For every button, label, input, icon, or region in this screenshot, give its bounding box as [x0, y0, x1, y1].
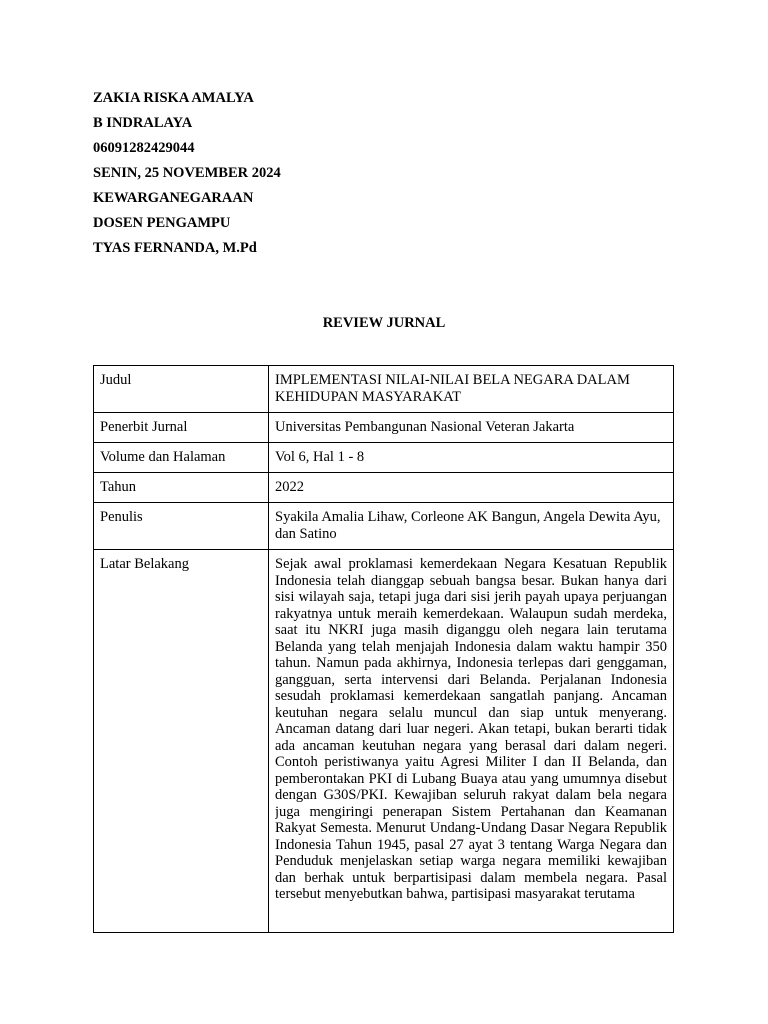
course-name: KEWARGANEGARAAN: [93, 190, 254, 206]
table-row: [94, 550, 674, 933]
student-id: 06091282429044: [93, 140, 195, 156]
row-label-penulis: Penulis: [94, 503, 269, 550]
row-value-penerbit: Universitas Pembangunan Nasional Veteran Jakarta: [269, 413, 674, 443]
table-row: [94, 413, 674, 443]
document-title: REVIEW JURNAL: [322, 315, 446, 331]
row-value-judul: IMPLEMENTASI NILAI-NILAI BELA NEGARA DALAM KEHIDUPAN MASYARAKAT: [269, 366, 674, 413]
table-row: [94, 473, 674, 503]
student-name: ZAKIA RISKA AMALYA: [93, 90, 254, 106]
table-row: [94, 366, 674, 413]
row-value-latar-belakang: [269, 550, 674, 933]
lecturer-heading: DOSEN PENGAMPU: [93, 215, 231, 231]
row-label-judul: Judul: [94, 366, 269, 413]
student-info-block: [93, 86, 593, 261]
row-value-tahun: 2022: [269, 473, 674, 503]
student-class: B INDRALAYA: [93, 115, 193, 131]
latar-belakang-text: Sejak awal proklamasi kemerdekaan Negara Kesatuan Republik Indonesia telah dianggap sebuah bangsa besar. Bukan hanya dari sisi wilayah saja, tetapi juga dari sisi jerih payah upaya perjuangan rakyatnya untuk meraih kemerdekaan. Walaupun sudah merdeka, saat itu NKRI juga masih diganggu oleh negara lain terutama Belanda yang telah menjajah Indonesia dalam waktu hampir 350 tahun. Namun pada akhirnya, Indonesia terlepas dari genggaman, gangguan, serta intervensi dari Belanda. Perjalanan Indonesia sesudah proklamasi kemerdekaan sangatlah panjang. Ancaman keutuhan negara selalu muncul dan siap untuk menyerang. Ancaman datang dari luar negeri. Akan tetapi, bukan berarti tidak ada ancaman keutuhan negara yang berasal dari dalam negeri. Contoh peristiwanya yaitu Agresi Militer I dan II Belanda, dan pemberontakan PKI di Lubang Buaya atau yang umumnya disebut dengan G30S/PKI. Kewajiban seluruh rakyat dalam bela negara juga mengiringi penerapan Sistem Pertahanan dan Keamanan Rakyat Semesta. Menurut Undang-Undang Dasar Negara Republik Indonesia Tahun 1945, pasal 27 ayat 3 tentang Warga Negara dan Penduduk menjelaskan setiap warga negara memiliki kewajiban dan berhak untuk berpartisipasi dalam membela negara. Pasal tersebut menyebutkan bahwa, partisipasi masyarakat terutama: [275, 556, 667, 902]
row-label-volume: Volume dan Halaman: [94, 443, 269, 473]
date-line: SENIN, 25 NOVEMBER 2024: [93, 165, 281, 181]
row-value-penulis: Syakila Amalia Lihaw, Corleone AK Bangun, Angela Dewita Ayu, dan Satino: [269, 503, 674, 550]
lecturer-name: TYAS FERNANDA, M.Pd: [93, 240, 257, 256]
review-table: [93, 365, 674, 933]
row-label-penerbit: Penerbit Jurnal: [94, 413, 269, 443]
table-row: [94, 503, 674, 550]
row-label-tahun: Tahun: [94, 473, 269, 503]
row-label-latar-belakang: Latar Belakang: [94, 550, 269, 933]
table-row: [94, 443, 674, 473]
row-value-volume: Vol 6, Hal 1 - 8: [269, 443, 674, 473]
